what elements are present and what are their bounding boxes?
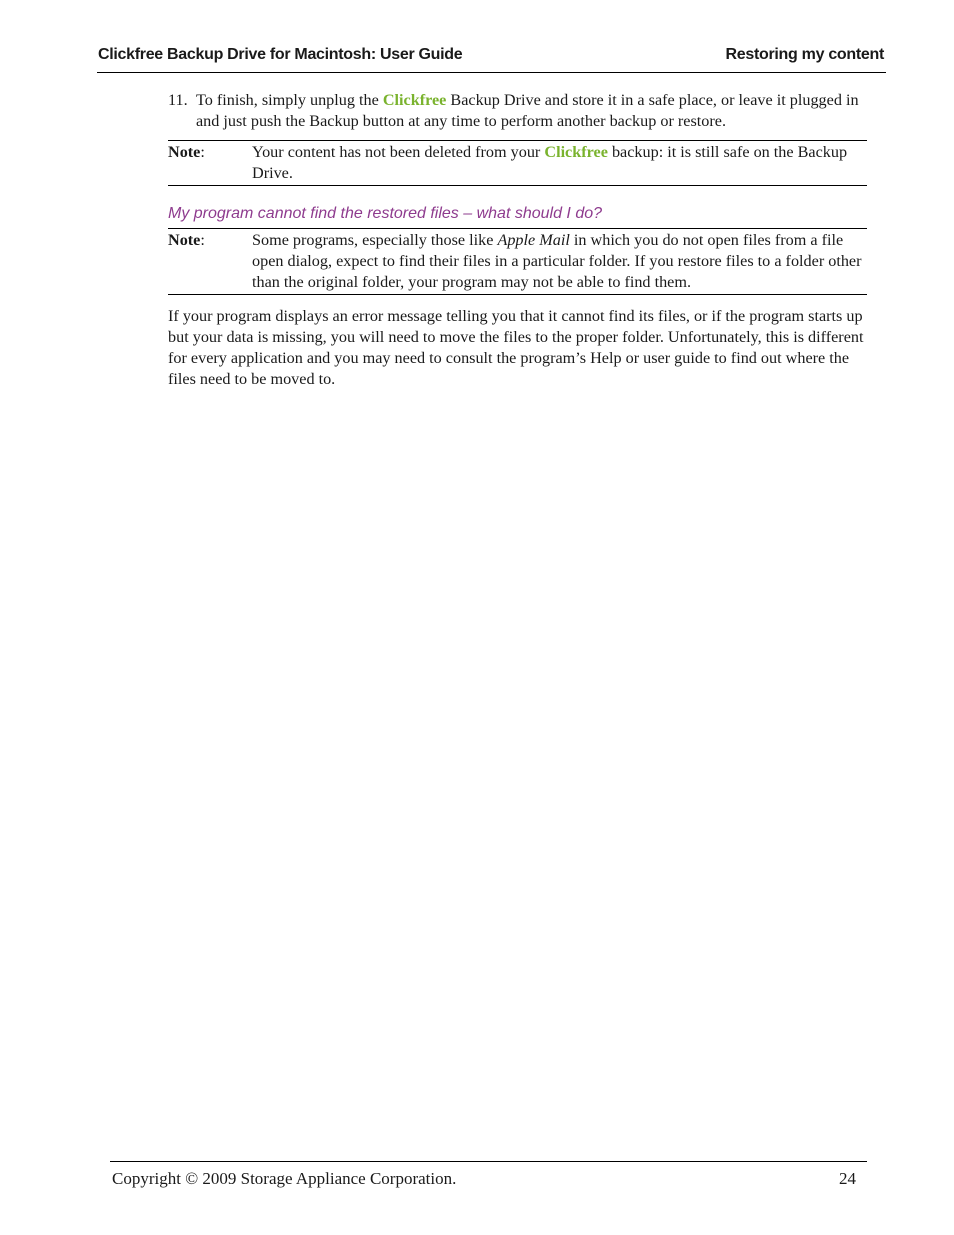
note-box	[168, 140, 867, 186]
page-footer	[110, 1161, 867, 1188]
brand-name: Clickfree	[382, 91, 447, 109]
faq-heading: My program cannot find the restored files – what should I do?	[168, 205, 603, 222]
copyright-text: Copyright © 2009 Storage Appliance Corporation.	[112, 1169, 457, 1188]
brand-name: Clickfree	[544, 143, 608, 161]
note-text-end: in which you do not open files from a file open dialog, expect to find their files in a particular folder. If you restore files to a folder other than the original folder, your program may not be able to find them.	[252, 231, 862, 291]
note-label: Note:	[168, 231, 205, 249]
note-text-start: Your content has not been deleted from your	[252, 143, 545, 161]
page-header	[97, 44, 886, 73]
document-title: Clickfree Backup Drive for Macintosh: User Guide	[98, 46, 463, 63]
app-name: Apple Mail	[497, 231, 570, 249]
page-content	[168, 90, 867, 406]
note-text-start: Some programs, especially those like	[252, 231, 498, 249]
page-number: 24	[839, 1169, 856, 1188]
body-paragraph: If your program displays an error message telling you that it cannot find its files, or if the program starts up but your data is missing, you will need to move the files to the proper folder. Unfortunately, this is different for every application and you may need to consult the program’s Help or user guide to find out where the files need to be moved to.	[168, 307, 864, 388]
step-number: 11.	[168, 91, 188, 109]
step-item	[168, 90, 867, 132]
note-label: Note:	[168, 143, 205, 161]
step-text-end: Backup Drive and store it in a safe place, or leave it plugged in and just push the Backup button at any time to perform another backup or restore.	[196, 91, 859, 130]
note-text-end: backup: it is still safe on the Backup Drive.	[252, 143, 848, 182]
step-text-start: To finish, simply unplug the	[196, 91, 383, 109]
section-title: Restoring my content	[725, 46, 884, 63]
note-box	[168, 228, 867, 295]
